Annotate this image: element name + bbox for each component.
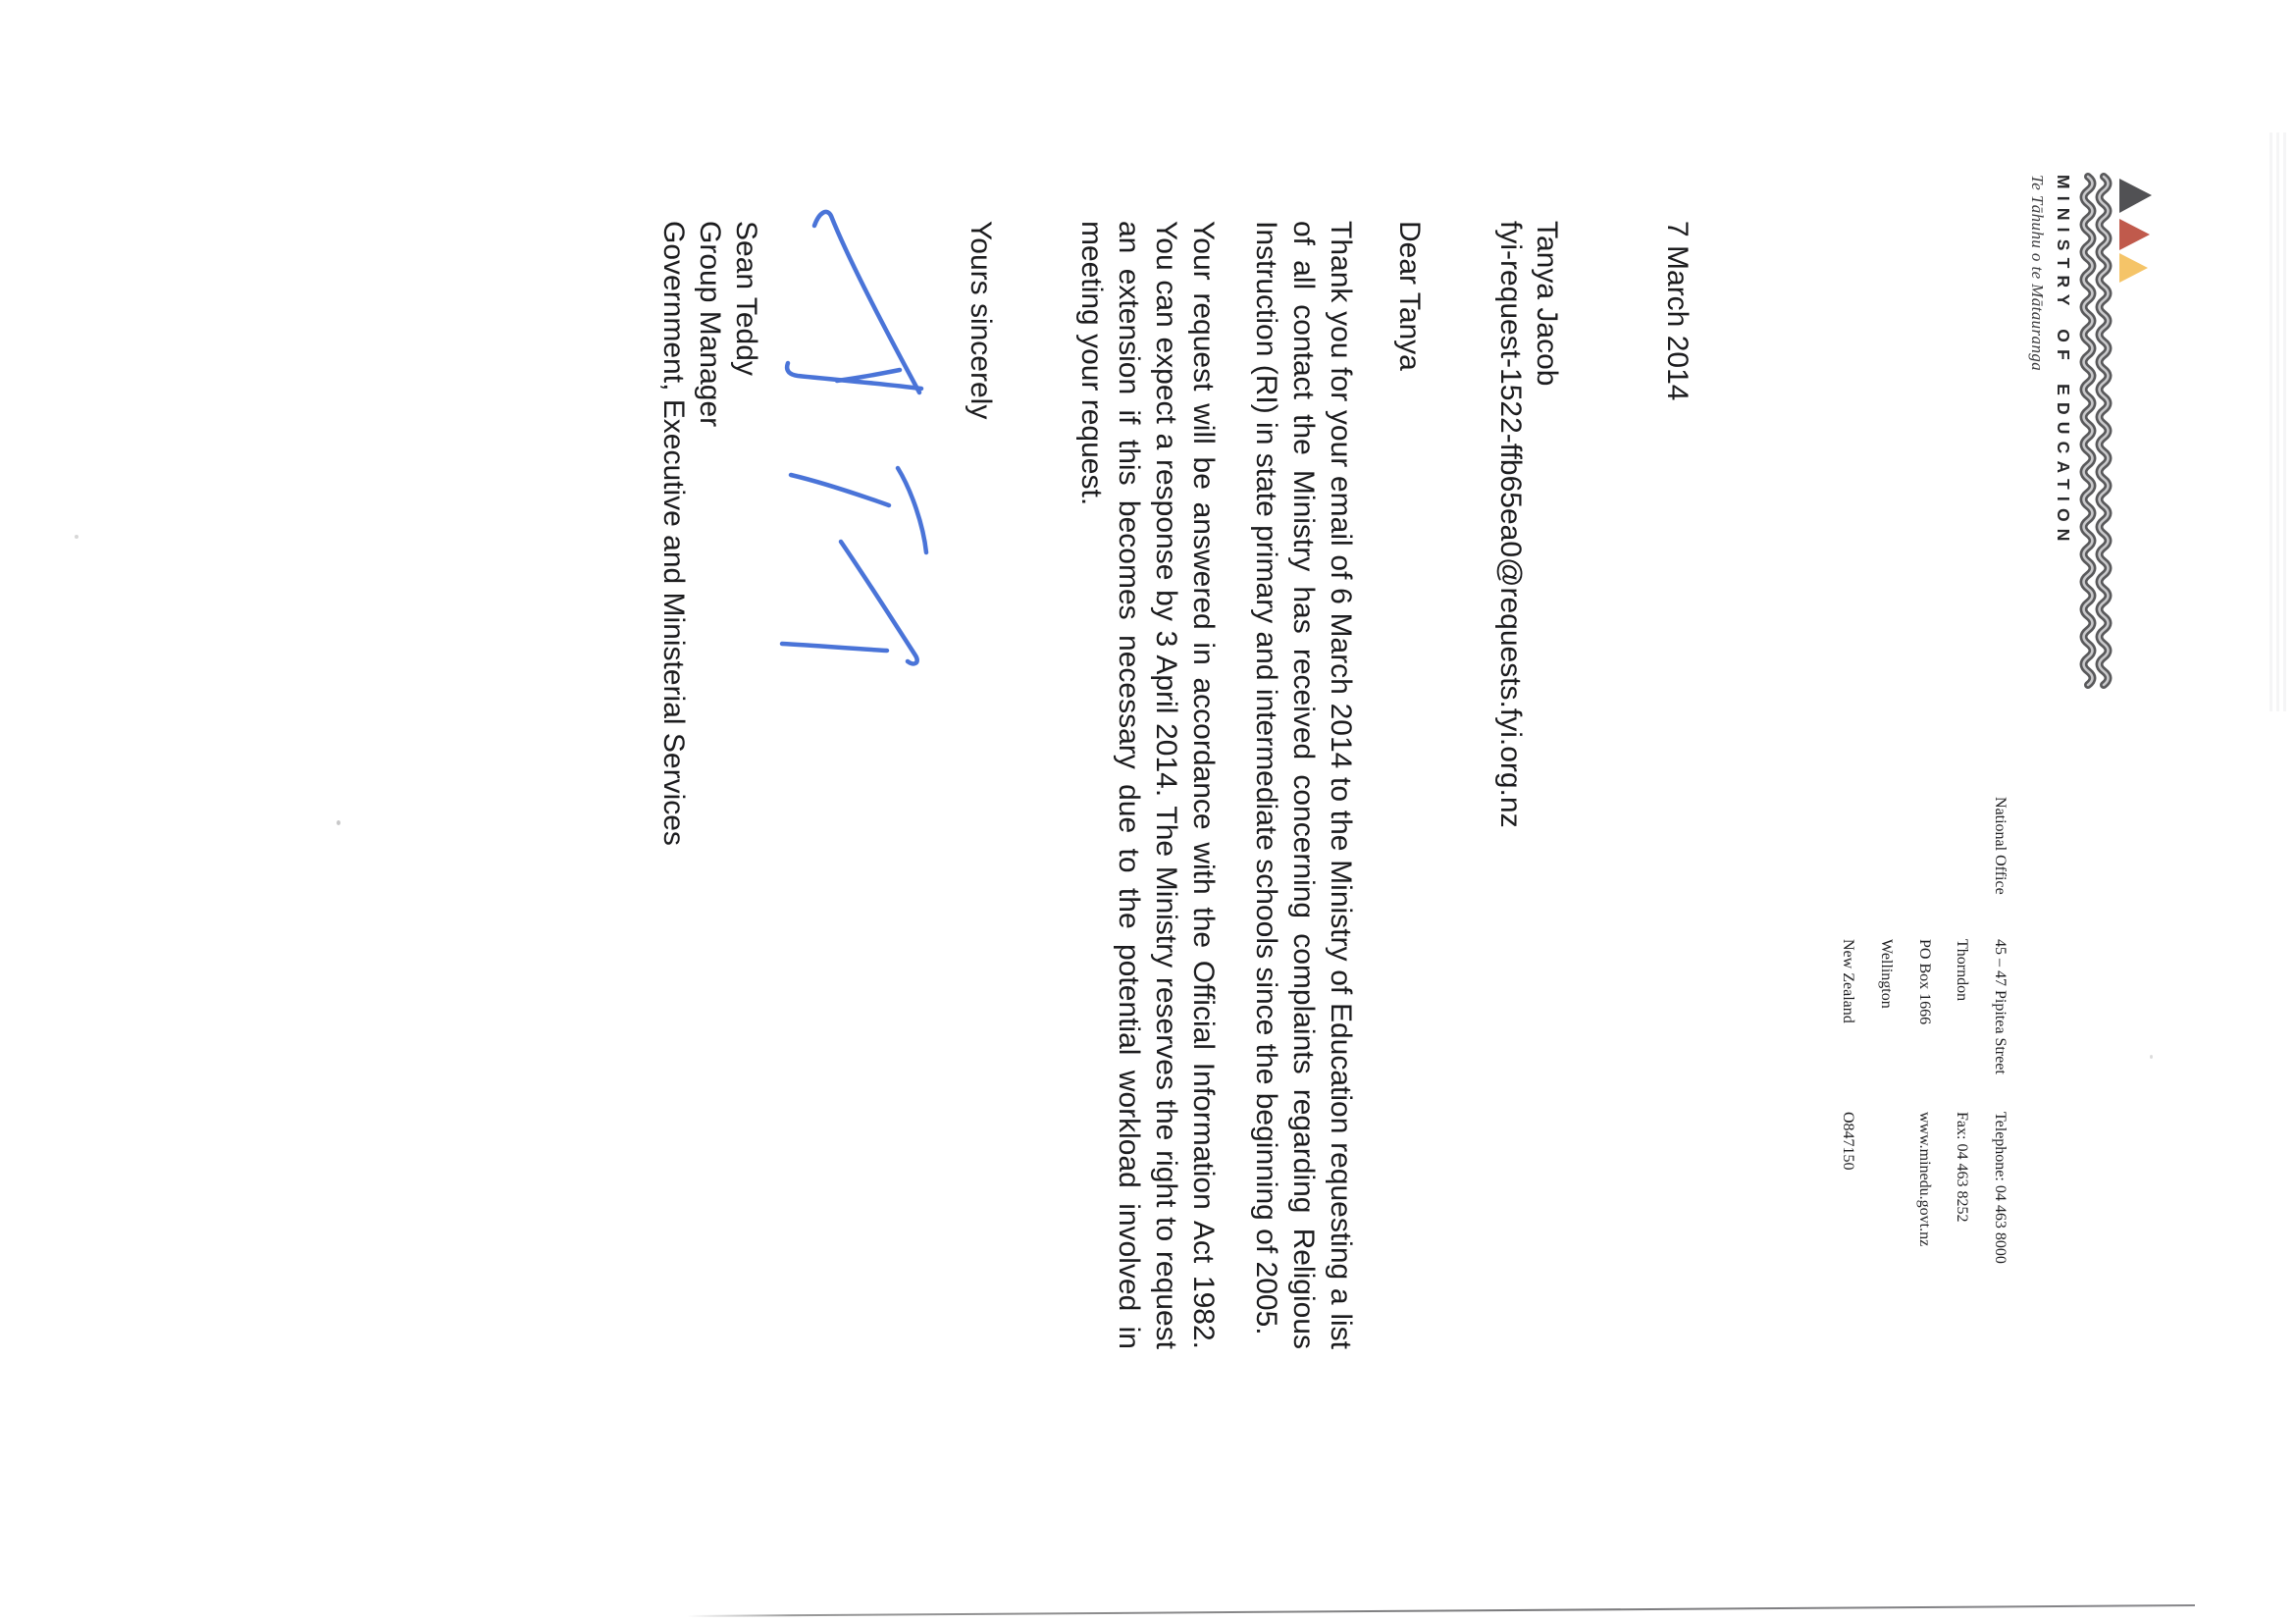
national-office-label: National Office <box>1992 797 2009 895</box>
logo-triangles-icon <box>2119 179 2152 283</box>
logo-waves-icon <box>2084 177 2109 685</box>
letter-date: 7 March 2014 <box>1661 221 1694 401</box>
paragraph-line: Instruction (RI) in state primary and intermediate schools since the beginning of 2005. <box>1250 221 1282 1335</box>
paragraph-line: of all contact the Ministry has received concerning complaints regarding Religious <box>1287 221 1320 1349</box>
recipient-email: fyi-request-1522-ffb65ea0@requests.fyi.org.nz <box>1494 221 1527 828</box>
paragraph-1 <box>1247 221 1359 1349</box>
recipient-block <box>1492 221 1565 828</box>
address-line: New Zealand <box>1840 939 1857 1023</box>
signer-title: Group Manager <box>694 221 726 428</box>
paragraph-line: meeting your request. <box>1075 221 1108 506</box>
scan-speck <box>2150 1055 2153 1059</box>
ministry-maori-subtitle: Te Tāhuhu o te Mātauranga <box>2028 175 2047 372</box>
scan-speck <box>337 820 340 825</box>
address-line: 45 – 47 Pipitea Street <box>1992 939 2009 1074</box>
letterhead-phone-column <box>1829 1112 2018 1264</box>
document-code: O847150 <box>1840 1112 1857 1171</box>
address-line: Wellington <box>1877 939 1895 1009</box>
address-line: PO Box 1666 <box>1915 939 1933 1025</box>
website-line: www.minedu.govt.nz <box>1915 1112 1933 1247</box>
signer-department: Government, Executive and Ministerial Services <box>657 221 690 846</box>
telephone-line: Telephone: 04 463 8000 <box>1992 1112 2009 1264</box>
scan-speck <box>75 535 78 539</box>
fax-line: Fax: 04 463 8252 <box>1954 1112 1971 1223</box>
signature-ink <box>770 196 937 687</box>
recipient-name: Tanya Jacob <box>1531 221 1563 387</box>
paragraph-2 <box>1072 221 1222 1349</box>
paragraph-line: You can expect a response by 3 April 2014. The Ministry reserves the right to request <box>1150 221 1182 1349</box>
scan-streak <box>2270 132 2287 711</box>
address-line: Thorndon <box>1954 939 1971 1002</box>
ministry-title: MINISTRY OF EDUCATION <box>2054 175 2073 549</box>
paragraph-line: an extension if this becomes necessary due to the potential workload involved in <box>1113 221 1145 1349</box>
paragraph-line: Thank you for your email of 6 March 2014 to the Ministry of Education requesting a list <box>1325 221 1357 1349</box>
letterhead-address-column <box>1829 939 2018 1074</box>
signer-name: Sean Teddy <box>730 221 762 376</box>
ministry-logo-icon <box>1997 167 2159 702</box>
signoff-block <box>655 221 764 846</box>
salutation: Dear Tanya <box>1393 221 1426 371</box>
closing-line: Yours sincerely <box>965 221 997 420</box>
paragraph-line: Your request will be answered in accordance with the Official Information Act 1982. <box>1187 221 1220 1349</box>
